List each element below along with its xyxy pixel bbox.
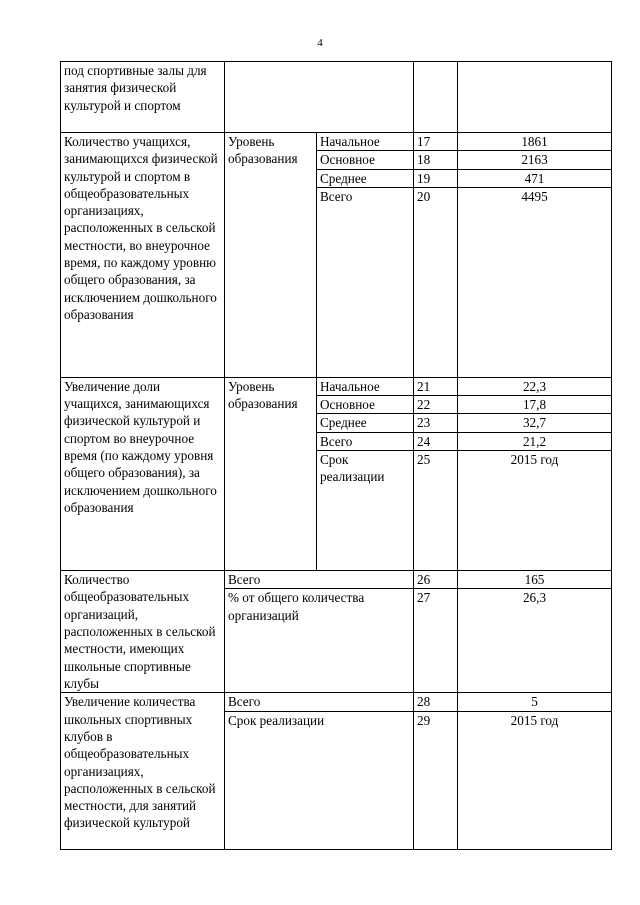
category-cell: Уровень образования: [225, 133, 317, 378]
empty-cell: [225, 62, 414, 133]
empty-cell: [458, 62, 612, 133]
value-cell: 26,3: [458, 589, 612, 693]
table-row: [61, 62, 612, 133]
value-cell: 22,3: [458, 377, 612, 395]
value-cell: 17,8: [458, 396, 612, 414]
sub-label: Срок реализации: [317, 451, 414, 571]
sub-label: Всего: [317, 187, 414, 377]
table-row: [61, 377, 612, 395]
category-cell: Уровень образования: [225, 377, 317, 570]
row-number: 20: [414, 187, 458, 377]
value-cell: 471: [458, 169, 612, 187]
row-number: 27: [414, 589, 458, 693]
row-number: 23: [414, 414, 458, 432]
sub-label: Среднее: [317, 169, 414, 187]
table-row: [61, 693, 612, 711]
indicators-table: [60, 61, 612, 850]
value-cell: 21,2: [458, 432, 612, 450]
row-number: 17: [414, 133, 458, 151]
row-number: 21: [414, 377, 458, 395]
value-cell: 2015 год: [458, 451, 612, 571]
indicator-label: Увеличение количества школьных спортивных клубов в общеобразовательных организациях, расположенных в сельской местности, для занятий физической культурой: [61, 693, 225, 849]
value-cell: 1861: [458, 133, 612, 151]
sub-label: Всего: [225, 693, 414, 711]
table-row: [61, 133, 612, 151]
sub-label: % от общего количества организаций: [225, 589, 414, 693]
sub-label: Начальное: [317, 377, 414, 395]
row-number: 24: [414, 432, 458, 450]
sub-label: Всего: [225, 571, 414, 589]
value-cell: 2163: [458, 151, 612, 169]
indicator-label: Количество общеобразовательных организаций, расположенных в сельской местности, имеющих школьные спортивные клубы: [61, 571, 225, 693]
value-cell: 32,7: [458, 414, 612, 432]
value-cell: 165: [458, 571, 612, 589]
sub-label: Основное: [317, 151, 414, 169]
indicator-label: Увеличение доли учащихся, занимающихся физической культурой и спортом во внеурочное время (по каждому уровня общего образования), за исключением дошкольного образования: [61, 377, 225, 570]
empty-cell: [414, 62, 458, 133]
sub-label: Основное: [317, 396, 414, 414]
row-number: 22: [414, 396, 458, 414]
row-number: 19: [414, 169, 458, 187]
row-number: 25: [414, 451, 458, 571]
sub-label: Всего: [317, 432, 414, 450]
sub-label: Начальное: [317, 133, 414, 151]
value-cell: 5: [458, 693, 612, 711]
row-number: 29: [414, 711, 458, 849]
value-cell: 4495: [458, 187, 612, 377]
row-number: 28: [414, 693, 458, 711]
page-number: 4: [317, 37, 323, 49]
table-row: [61, 571, 612, 589]
row-number: 18: [414, 151, 458, 169]
row-number: 26: [414, 571, 458, 589]
indicator-label: под спортивные залы для занятия физической культурой и спортом: [61, 62, 225, 133]
indicator-label: Количество учащихся, занимающихся физической культурой и спортом в общеобразовательных организациях, расположенных в сельской местности, во внеурочное время, по каждому уровню общего образования, за исключением дошкольного образования: [61, 133, 225, 378]
value-cell: 2015 год: [458, 711, 612, 849]
sub-label: Среднее: [317, 414, 414, 432]
sub-label: Срок реализации: [225, 711, 414, 849]
